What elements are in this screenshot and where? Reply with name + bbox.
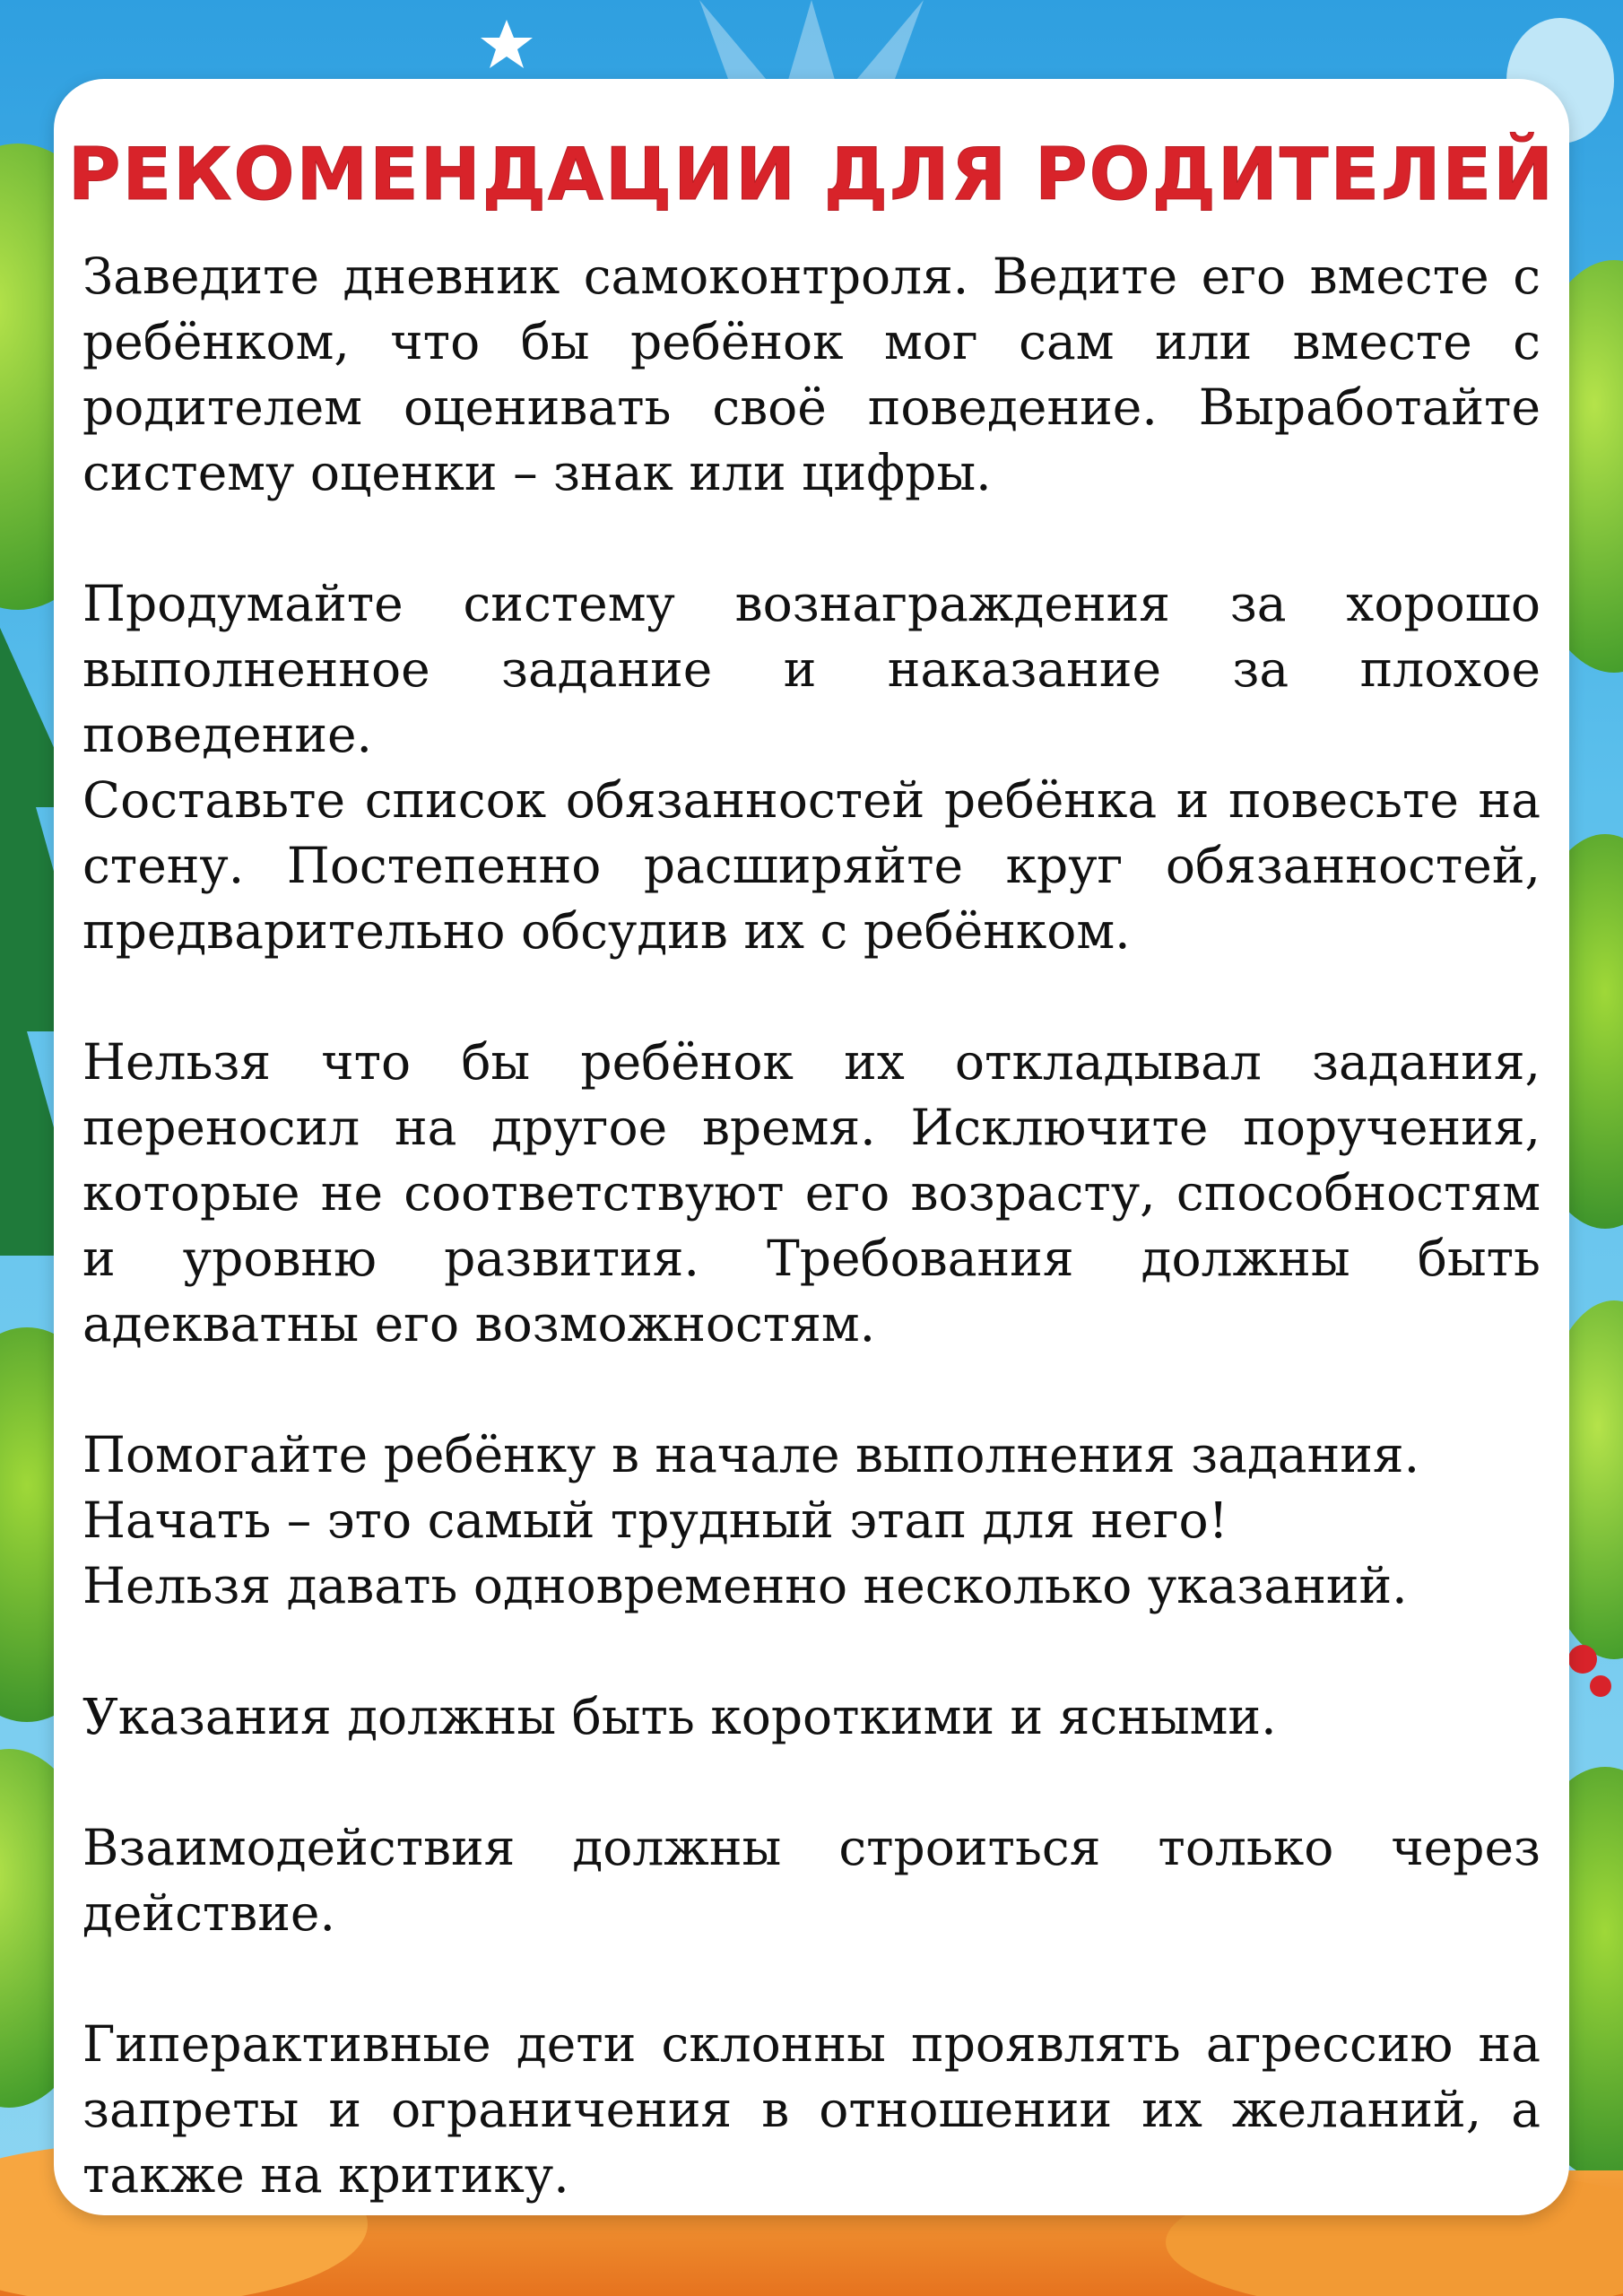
paragraph-aggression: Гиперактивные дети склонны проявлять агрессию на запреты и ограничения в отношении их желаний, а также на критику. [82,2015,1541,2204]
paragraph-hardest-stage: Начать – это самый трудный этап для него! [82,1492,1228,1549]
paragraph-duties: Составьте список обязанностей ребёнка и повесьте на стену. Постепенно расширяйте круг обязанностей, предварительно обсудив их с ребёнком. [82,771,1541,960]
paragraph-short-instructions: Указания должны быть короткими и ясными. [82,1688,1277,1745]
paragraph-help-start: Помогайте ребёнку в начале выполнения задания. [82,1426,1420,1483]
paragraph-single-instruction: Нельзя давать одновременно несколько указаний. [82,1557,1408,1614]
recommendations-text [82,244,1541,2274]
paragraph-diary: Заведите дневник самоконтроля. Ведите его вместе с ребёнком, что бы ребёнок мог сам или вместе с родителем оценивать своё поведение. Выработайте систему оценки – знак или цифры. [82,248,1541,501]
page-title: РЕКОМЕНДАЦИИ ДЛЯ РОДИТЕЛЕЙ [67,133,1556,216]
paragraph-rewards: Продумайте систему вознаграждения за хорошо выполненное задание и наказание за плохое поведение. [82,575,1541,763]
paragraph-postpone: Нельзя что бы ребёнок их откладывал задания, переносил на другое время. Исключите поручения, которые не соответствуют его возрасту, способностям и уровню развития. Требования должны быть адекватны его возможностям. [82,1033,1541,1352]
paragraph-interaction: Взаимодействия должны строиться только через действие. [82,1819,1541,1942]
